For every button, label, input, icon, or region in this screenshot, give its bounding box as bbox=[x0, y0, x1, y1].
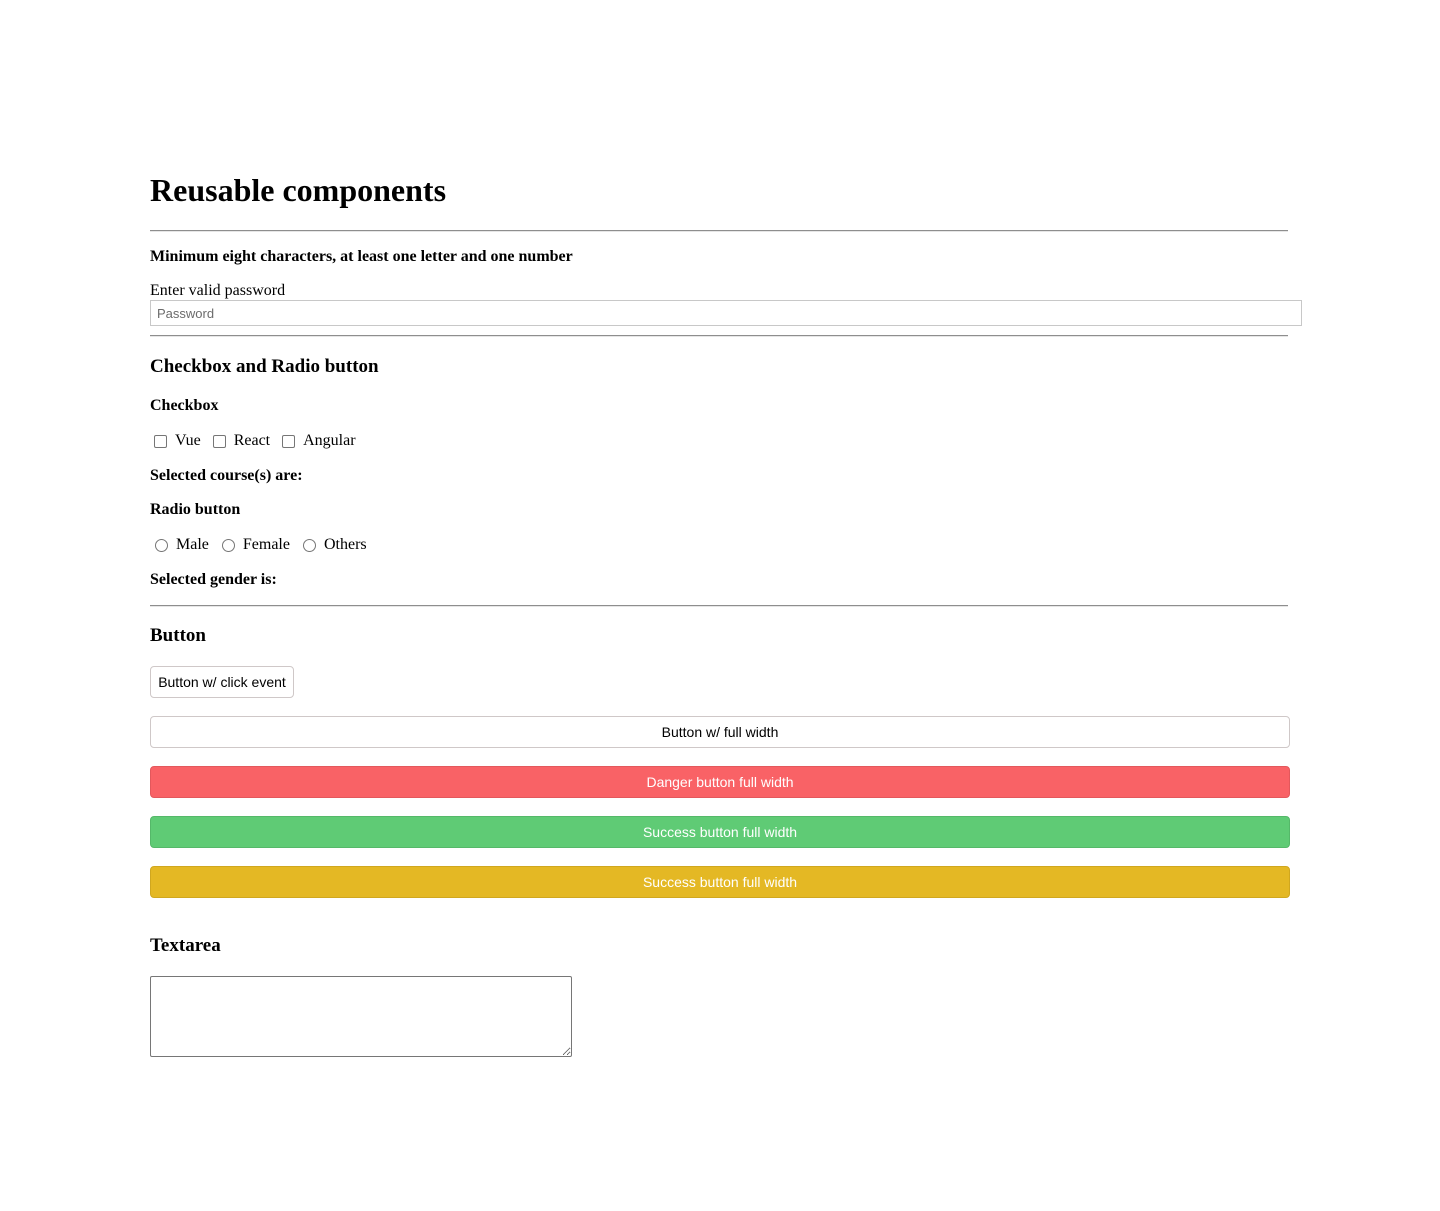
click-event-button[interactable]: Button w/ click event bbox=[150, 666, 294, 698]
checkbox-option-vue[interactable] bbox=[150, 432, 201, 450]
password-hint: Minimum eight characters, at least one letter and one number bbox=[150, 248, 573, 265]
button-section-title: Button bbox=[150, 625, 206, 646]
checkbox-label: React bbox=[233, 432, 271, 449]
radio-option-others[interactable] bbox=[298, 536, 367, 554]
password-label: Enter valid password bbox=[150, 282, 286, 299]
selected-gender-text: Selected gender is: bbox=[150, 571, 277, 588]
checkbox-option-angular[interactable] bbox=[278, 432, 355, 450]
radio-label: Others bbox=[323, 536, 367, 553]
checkbox-option-react[interactable] bbox=[209, 432, 270, 450]
checkbox-group bbox=[150, 431, 364, 451]
checkbox-label: Angular bbox=[303, 432, 356, 449]
checkbox-radio-title: Checkbox and Radio button bbox=[150, 356, 379, 377]
radio-male[interactable] bbox=[155, 539, 168, 552]
textarea-section-title: Textarea bbox=[150, 935, 221, 956]
radio-label: Female bbox=[242, 536, 290, 553]
danger-button[interactable]: Danger button full width bbox=[150, 766, 1290, 798]
checkbox-react[interactable] bbox=[213, 435, 226, 448]
radio-heading: Radio button bbox=[150, 501, 241, 518]
warning-button[interactable]: Success button full width bbox=[150, 866, 1290, 898]
text-area[interactable] bbox=[150, 976, 572, 1057]
checkbox-heading: Checkbox bbox=[150, 397, 219, 414]
radio-others[interactable] bbox=[303, 539, 316, 552]
checkbox-vue[interactable] bbox=[154, 435, 167, 448]
selected-courses-text: Selected course(s) are: bbox=[150, 467, 303, 484]
password-input[interactable] bbox=[150, 300, 1302, 326]
divider bbox=[150, 605, 1288, 607]
radio-group bbox=[150, 535, 375, 555]
success-button[interactable]: Success button full width bbox=[150, 816, 1290, 848]
checkbox-label: Vue bbox=[175, 432, 201, 449]
divider bbox=[150, 335, 1288, 337]
checkbox-angular[interactable] bbox=[282, 435, 295, 448]
divider bbox=[150, 230, 1288, 232]
radio-option-male[interactable] bbox=[150, 536, 209, 554]
full-width-button[interactable]: Button w/ full width bbox=[150, 716, 1290, 748]
radio-female[interactable] bbox=[222, 539, 235, 552]
radio-option-female[interactable] bbox=[217, 536, 290, 554]
page-title: Reusable components bbox=[150, 172, 447, 208]
radio-label: Male bbox=[176, 536, 209, 553]
